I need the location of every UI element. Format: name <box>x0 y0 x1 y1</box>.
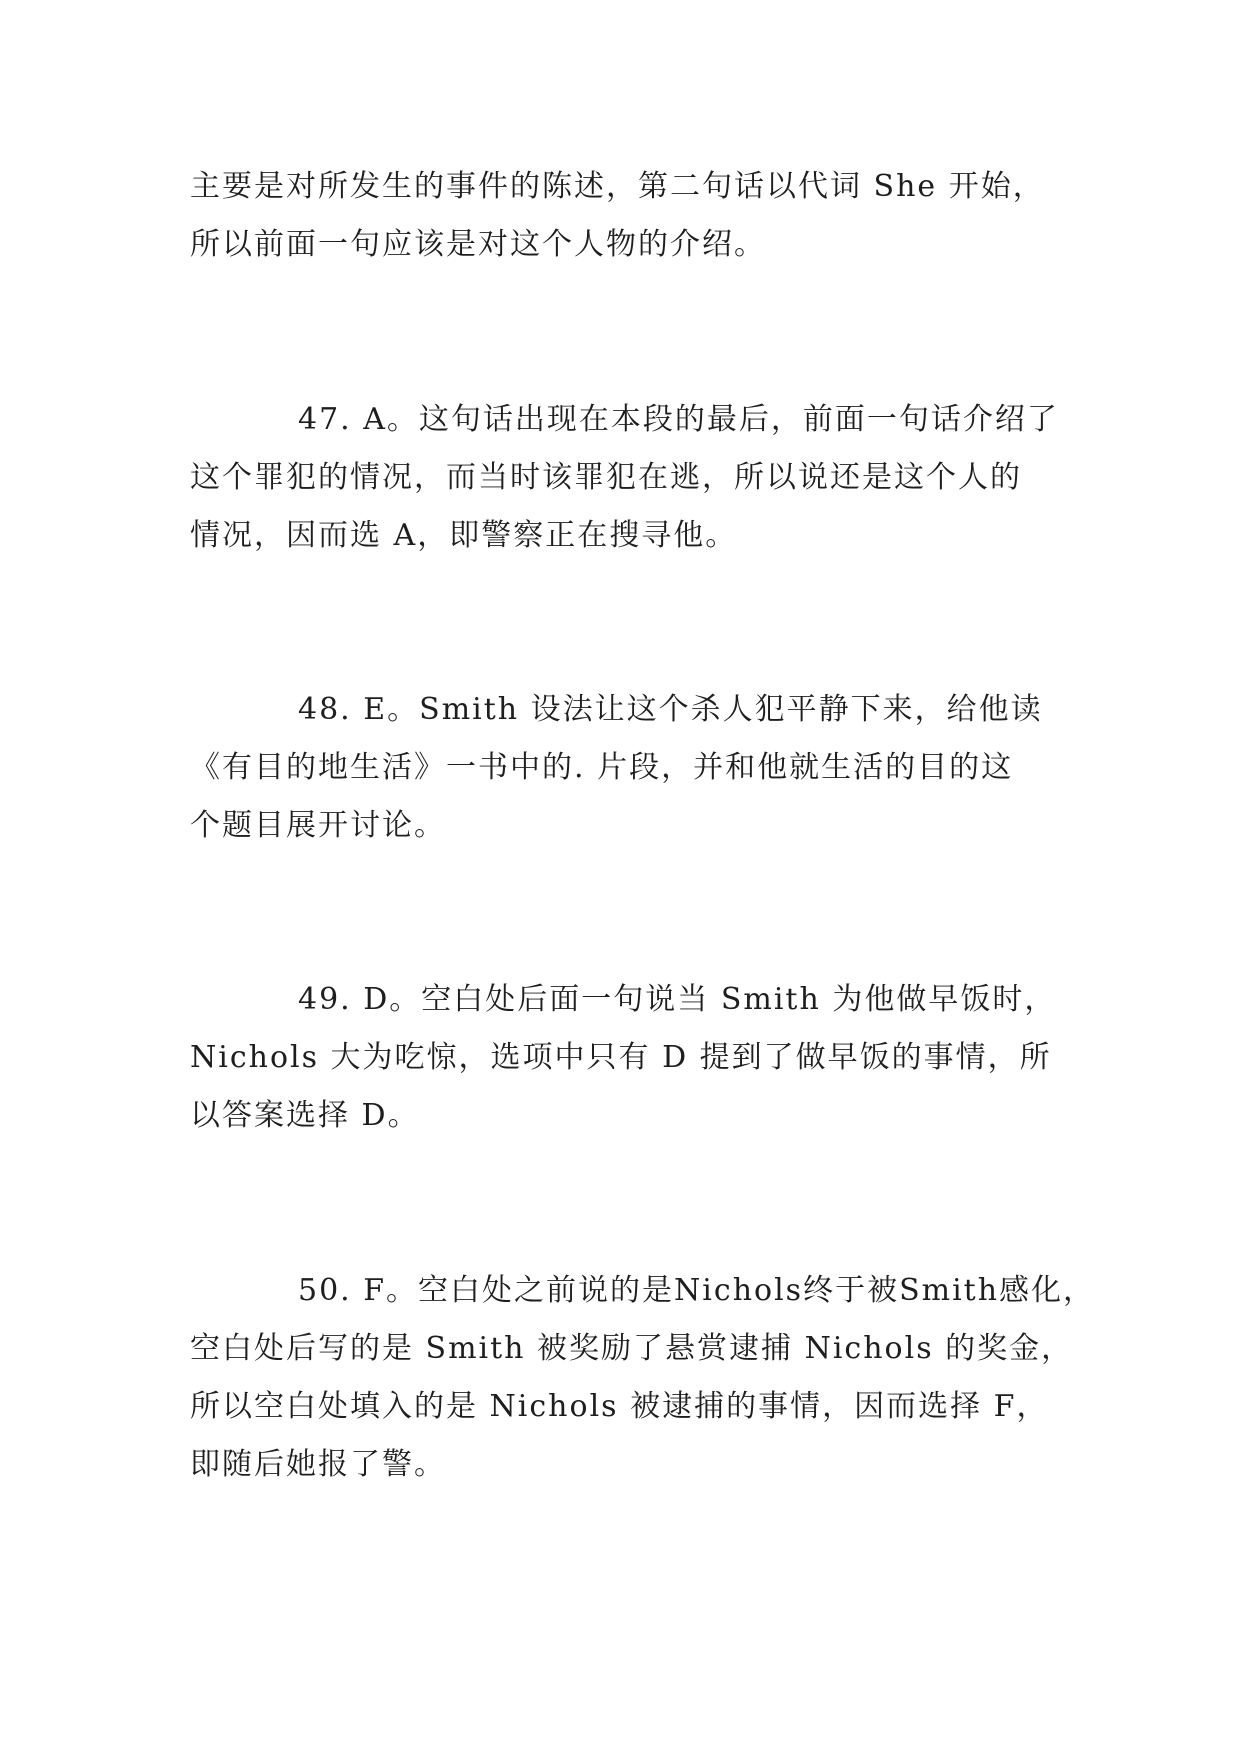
text-line: 50. F。空白处之前说的是Nichols终于被Smith感化， <box>298 1273 1096 1308</box>
text-line: 情况，因而选 A，即警察正在搜寻他。 <box>190 518 738 553</box>
text-line: 所以空白处填入的是 Nichols 被逮捕的事情，因而选择 F， <box>190 1389 1049 1424</box>
text-line: 《有目的地生活》一书中的. 片段，并和他就生活的目的这 <box>190 750 1014 785</box>
answer-paragraph-47 <box>190 391 1070 565</box>
text-line: 即随后她报了警。 <box>190 1447 446 1482</box>
text-line: 主要是对所发生的事件的陈述，第二句话以代词 She 开始， <box>190 169 1045 204</box>
answer-paragraph-48 <box>190 681 1070 855</box>
text-line: 47. A。这句话出现在本段的最后，前面一句话介绍了 <box>298 402 1059 437</box>
text-line: 49. D。空白处后面一句说当 Smith 为他做早饭时， <box>298 982 1057 1017</box>
text-line: 所以前面一句应该是对这个人物的介绍。 <box>190 227 766 262</box>
text-line: 这个罪犯的情况，而当时该罪犯在逃，所以说还是这个人的 <box>190 460 1022 495</box>
text-line: 以答案选择 D。 <box>190 1098 420 1133</box>
answer-paragraph-49 <box>190 971 1070 1145</box>
paragraph-continuation <box>190 158 1070 274</box>
text-line: 48. E。Smith 设法让这个杀人犯平静下来，给他读 <box>298 692 1043 727</box>
text-line: 空白处后写的是 Smith 被奖励了悬赏逮捕 Nichols 的奖金， <box>190 1331 1074 1366</box>
text-line: Nichols 大为吃惊，选项中只有 D 提到了做早饭的事情，所 <box>190 1040 1052 1075</box>
answer-paragraph-50 <box>190 1262 1096 1494</box>
text-line: 个题目展开讨论。 <box>190 808 446 843</box>
